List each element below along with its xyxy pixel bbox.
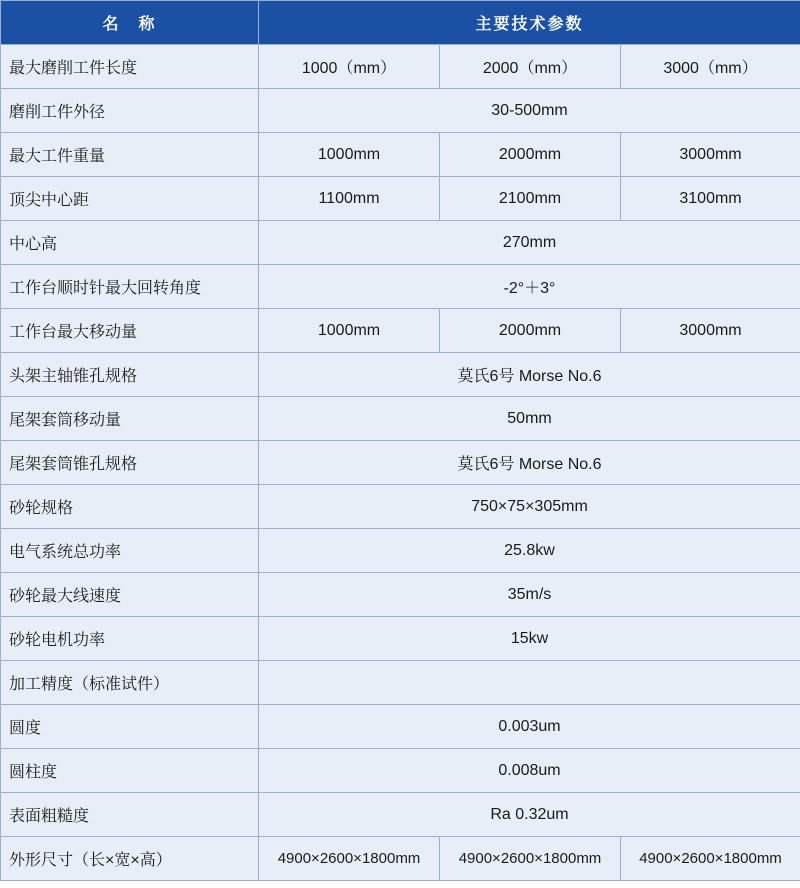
row-value: 4900×2600×1800mm: [621, 837, 800, 881]
table-row: [1, 441, 800, 485]
row-label: 圆柱度: [1, 749, 259, 793]
header-cell-name: 名 称: [1, 1, 259, 45]
row-value: 2000mm: [440, 133, 621, 177]
row-value: 莫氏6号 Morse No.6: [259, 353, 800, 397]
row-value: 3000（mm）: [621, 45, 800, 89]
table-row: [1, 485, 800, 529]
row-value: 750×75×305mm: [259, 485, 800, 529]
table-row: [1, 221, 800, 265]
table-row: [1, 573, 800, 617]
row-value: 3000mm: [621, 133, 800, 177]
row-value: 0.008um: [259, 749, 800, 793]
row-label: 砂轮规格: [1, 485, 259, 529]
table-row: [1, 177, 800, 221]
row-label: 最大磨削工件长度: [1, 45, 259, 89]
row-value: 1100mm: [259, 177, 440, 221]
row-value: 1000mm: [259, 309, 440, 353]
row-value: 4900×2600×1800mm: [440, 837, 621, 881]
row-label: 磨削工件外径: [1, 89, 259, 133]
row-label: 工作台顺时针最大回转角度: [1, 265, 259, 309]
row-label: 砂轮电机功率: [1, 617, 259, 661]
table-row: [1, 617, 800, 661]
row-value: Ra 0.32um: [259, 793, 800, 837]
table-row: [1, 89, 800, 133]
row-value: 25.8kw: [259, 529, 800, 573]
row-label: 最大工件重量: [1, 133, 259, 177]
row-label: 加工精度（标准试件）: [1, 661, 259, 705]
row-value: -2°＋3°: [259, 265, 800, 309]
header-cell-parameters: 主要技术参数: [259, 1, 800, 45]
table-row: [1, 661, 800, 705]
row-value: 3100mm: [621, 177, 800, 221]
row-value: 30-500mm: [259, 89, 800, 133]
row-label: 尾架套筒移动量: [1, 397, 259, 441]
row-value: 2100mm: [440, 177, 621, 221]
row-value: 2000mm: [440, 309, 621, 353]
row-label: 头架主轴锥孔规格: [1, 353, 259, 397]
table-row: [1, 265, 800, 309]
row-value: 1000mm: [259, 133, 440, 177]
table-body: [1, 1, 800, 881]
table-row: [1, 705, 800, 749]
row-label: 工作台最大移动量: [1, 309, 259, 353]
table-row: [1, 309, 800, 353]
row-label: 砂轮最大线速度: [1, 573, 259, 617]
row-value: 270mm: [259, 221, 800, 265]
row-value: 15kw: [259, 617, 800, 661]
row-value: 3000mm: [621, 309, 800, 353]
row-label: 圆度: [1, 705, 259, 749]
table-row: [1, 397, 800, 441]
table-row: [1, 529, 800, 573]
table-row: [1, 133, 800, 177]
table-header-row: [1, 1, 800, 45]
table-row: [1, 837, 800, 881]
row-value: 50mm: [259, 397, 800, 441]
row-label: 中心高: [1, 221, 259, 265]
row-value: 0.003um: [259, 705, 800, 749]
row-label: 外形尺寸（长×宽×高）: [1, 837, 259, 881]
row-value: 4900×2600×1800mm: [259, 837, 440, 881]
table-row: [1, 45, 800, 89]
row-label: 尾架套筒锥孔规格: [1, 441, 259, 485]
row-label: 表面粗糙度: [1, 793, 259, 837]
row-value: [259, 661, 800, 705]
table-row: [1, 749, 800, 793]
row-value: 莫氏6号 Morse No.6: [259, 441, 800, 485]
row-label: 电气系统总功率: [1, 529, 259, 573]
table-row: [1, 793, 800, 837]
row-value: 2000（mm）: [440, 45, 621, 89]
row-label: 顶尖中心距: [1, 177, 259, 221]
table-row: [1, 353, 800, 397]
row-value: 1000（mm）: [259, 45, 440, 89]
row-value: 35m/s: [259, 573, 800, 617]
